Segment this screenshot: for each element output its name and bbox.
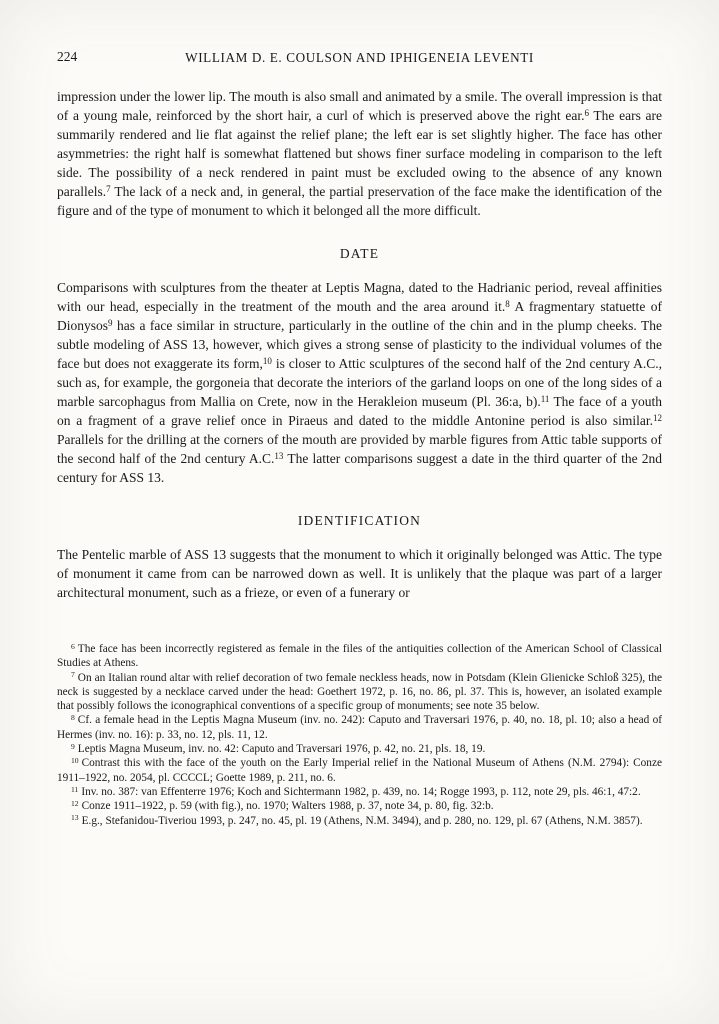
paragraph-identification: The Pentelic marble of ASS 13 suggests that the monument to which it originally belonged was Attic. The type of monument it came from can be narrowed down as well. It is unlikely that the plaque was part of a larger architectural monument, such as a frieze, or even of a funerary or xyxy=(57,547,662,600)
footnote-reference: 9 xyxy=(108,317,113,328)
footnote-text: E.g., Stefanidou-Tiveriou 1993, p. 247, no. 45, pl. 19 (Athens, N.M. 3494), and p. 280, no. 129, pl. 67 (Athens, N.M. 3857). xyxy=(81,814,643,827)
running-head: WILLIAM D. E. COULSON AND IPHIGENEIA LEVENTI xyxy=(185,50,534,65)
footnote-text: On an Italian round altar with relief decoration of two female neckless heads, now in Potsdam (Klein Glienicke Schloß 325), the neck is suggested by a necklace carved under the head: Goethert 1972, p. 16, no. 86, pl. 37. This is, however, an isolated example that possibly follows the iconographical conventions of a specific group of monuments; see note 35 below. xyxy=(57,671,662,713)
footnote-10 xyxy=(57,756,662,785)
text-block xyxy=(57,87,662,828)
paragraph-continuation: impression under the lower lip. The mouth is also small and animated by a smile. The overall impression is that of a young male, reinforced by the short hair, a curl of which is preserved above the right ear.$^6$ The ears are summarily rendered and lie flat against the relief plane; the left ear is set slightly higher. The face has other asymmetries: the right half is somewhat flattened but shows finer surface modeling in comparison to the left side. The possibility of a neck rendered in paint must be excluded owing to the absence of any known parallels.$^7$ The lack of a neck and, in general, the partial preservation of the face make the identification of the figure and of the type of monument to which it belonged all the more difficult. xyxy=(57,89,662,218)
footnote-text: Leptis Magna Museum, inv. no. 42: Caputo and Traversari 1976, p. 42, no. 21, pls. 18, 19. xyxy=(77,743,486,756)
footnote-reference: 10 xyxy=(262,355,272,366)
footnote-marker: 10 xyxy=(71,755,79,765)
footnote-marker: 6 xyxy=(71,641,75,651)
footnote-text: Contrast this with the face of the youth on the Early Imperial relief in the National Museum of Athens (N.M. 2794): Conze 1911–1922, no. 2054, pl. CCCCL; Goette 1989, p. 211, no. 6. xyxy=(57,757,662,784)
footnote-reference: 7 xyxy=(106,183,111,194)
footnote-marker: 9 xyxy=(71,741,75,751)
footnote-11 xyxy=(57,785,662,799)
footnote-8 xyxy=(57,713,662,742)
page-number: 224 xyxy=(57,49,78,64)
footnote-13 xyxy=(57,814,662,828)
footnote-text: Cf. a female head in the Leptis Magna Museum (inv. no. 242): Caputo and Traversari 1976, p. 40, no. 18, pl. 10; also a head of Hermes (inv. no. 16): p. 33, no. 12, pls. 11, 12. xyxy=(57,714,662,741)
footnote-reference: 6 xyxy=(584,107,589,118)
footnote-marker: 7 xyxy=(71,670,75,680)
footnote-7 xyxy=(57,671,662,714)
footnote-text: Inv. no. 387: van Effenterre 1976; Koch and Sichtermann 1982, p. 439, no. 14; Rogge 1993, p. 112, note 29, pls. 46:1, 47:2. xyxy=(81,785,641,798)
section-heading-identification: IDENTIFICATION xyxy=(297,513,422,528)
footnote-text: The face has been incorrectly registered as female in the files of the antiquities collection of the American School of Classical Studies at Athens. xyxy=(57,643,662,670)
footnote-reference: 13 xyxy=(274,450,284,461)
footnote-reference: 12 xyxy=(653,412,662,423)
page-header xyxy=(57,49,662,66)
footnote-reference: 8 xyxy=(505,298,510,309)
footnote-reference: 11 xyxy=(540,393,550,404)
footnote-marker: 12 xyxy=(71,798,79,808)
footnote-marker: 8 xyxy=(71,713,75,723)
section-heading-date: DATE xyxy=(339,246,380,261)
footnotes-section xyxy=(57,642,662,828)
footnote-marker: 11 xyxy=(71,784,79,794)
footnote-text: Conze 1911–1922, p. 59 (with fig.), no. 1970; Walters 1988, p. 37, note 34, p. 80, fig. 32:b. xyxy=(81,800,494,813)
footnote-9 xyxy=(57,742,662,756)
footnote-12 xyxy=(57,799,662,813)
footnote-6 xyxy=(57,642,662,671)
paragraph-date: Comparisons with sculptures from the theater at Leptis Magna, dated to the Hadrianic period, reveal affinities with our head, especially in the treatment of the mouth and the area around it.$^8$ A fragmentary statuette of Dionysos$^9$ has a face similar in structure, particularly in the outline of the chin and in the plump cheeks. The subtle modeling of ASS 13, however, which gives a strong sense of plasticity to the individual volumes of the face but does not exaggerate its form,$^{10}$ is closer to Attic sculptures of the second half of the 2nd century A.C., such as, for example, the gorgoneia that decorate the interiors of the garland loops on one of the long sides of a marble sarcophagus from Mallia on Crete, now in the Herakleion museum (Pl. 36:a, b).$^{11}$ The face of a youth on a fragment of a grave relief once in Piraeus and dated to the middle Antonine period is also similar.$^{12}$ Parallels for the drilling at the corners of the mouth are provided by marble figures from Attic table supports of the second half of the 2nd century A.C.$^{13}$ The latter comparisons suggest a date in the third quarter of the 2nd century for ASS 13. xyxy=(57,280,663,485)
footnote-marker: 13 xyxy=(71,813,79,823)
